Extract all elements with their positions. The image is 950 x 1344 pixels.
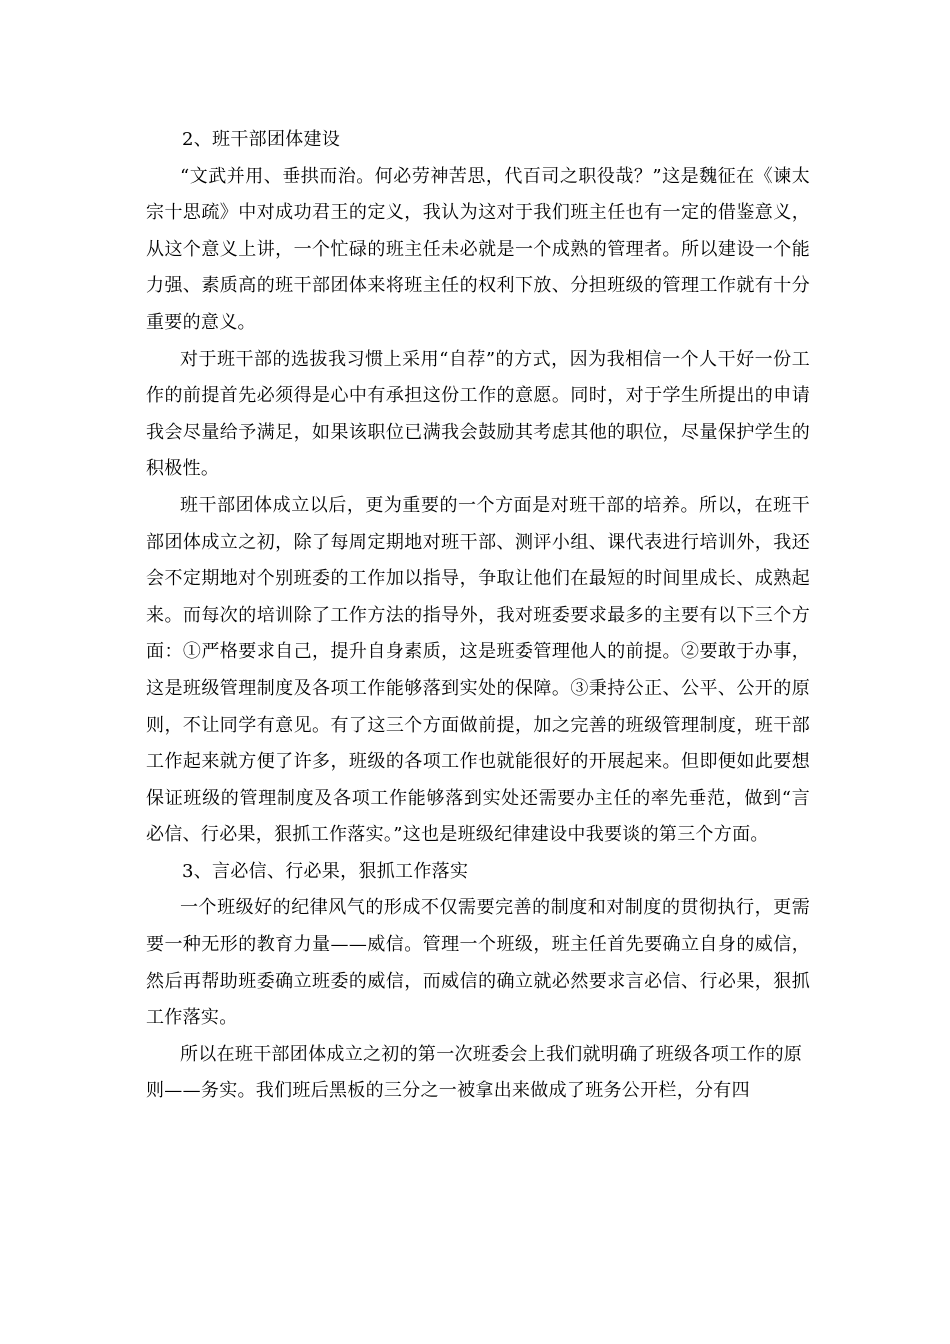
paragraph-1: “文武并用、垂拱而治。何必劳神苦思，代百司之职役哉？”这是魏征在《谏太宗十思疏》中对成功君王的定义，我认为这对于我们班主任也有一定的借鉴意义，从这个意义上讲，一个忙碌的班主任未必就是一个成熟的管理者。所以建设一个能力强、素质高的班干部团体来将班主任的权利下放、分担班级的管理工作就有十分重要的意义。 (146, 165, 810, 333)
paragraph-2: 对于班干部的选拔我习惯上采用“自荐”的方式，因为我相信一个人干好一份工作的前提首先必须得是心中有承担这份工作的意愿。同时，对于学生所提出的申请我会尽量给予满足，如果该职位已满我会鼓励其考虑其他的职位，尽量保护学生的积极性。 (146, 348, 810, 480)
section-heading-3: 3、言必信、行必果，狠抓工作落实 (182, 860, 469, 882)
section-heading-2: 2、班干部团体建设 (182, 129, 341, 150)
paragraph-5: 所以在班干部团体成立之初的第一次班委会上我们就明确了班级各项工作的原则——务实。我们班后黑板的三分之一被拿出来做成了班务公开栏，分有四 (146, 1043, 803, 1102)
document-page (146, 122, 810, 1110)
paragraph-3: 班干部团体成立以后，更为重要的一个方面是对班干部的培养。所以，在班干部团体成立之初，除了每周定期地对班干部、测评小组、课代表进行培训外，我还会不定期地对个别班委的工作加以指导，争取让他们在最短的时间里成长、成熟起来。而每次的培训除了工作方法的指导外，我对班委要求最多的主要有以下三个方面：①严格要求自己，提升自身素质，这是班委管理他人的前提。②要敢于办事，这是班级管理制度及各项工作能够落到实处的保障。③秉持公正、公平、公开的原则，不让同学有意见。有了这三个方面做前提，加之完善的班级管理制度，班干部工作起来就方便了许多，班级的各项工作也就能很好的开展起来。但即便如此要想保证班级的管理制度及各项工作能够落到实处还需要办主任的率先垂范，做到“言必信、行必果，狠抓工作落实。”这也是班级纪律建设中我要谈的第三个方面。 (146, 494, 810, 846)
paragraph-4: 一个班级好的纪律风气的形成不仅需要完善的制度和对制度的贯彻执行，更需要一种无形的教育力量——威信。管理一个班级，班主任首先要确立自身的威信，然后再帮助班委确立班委的威信，而威信的确立就必然要求言必信、行必果，狠抓工作落实。 (146, 897, 810, 1029)
